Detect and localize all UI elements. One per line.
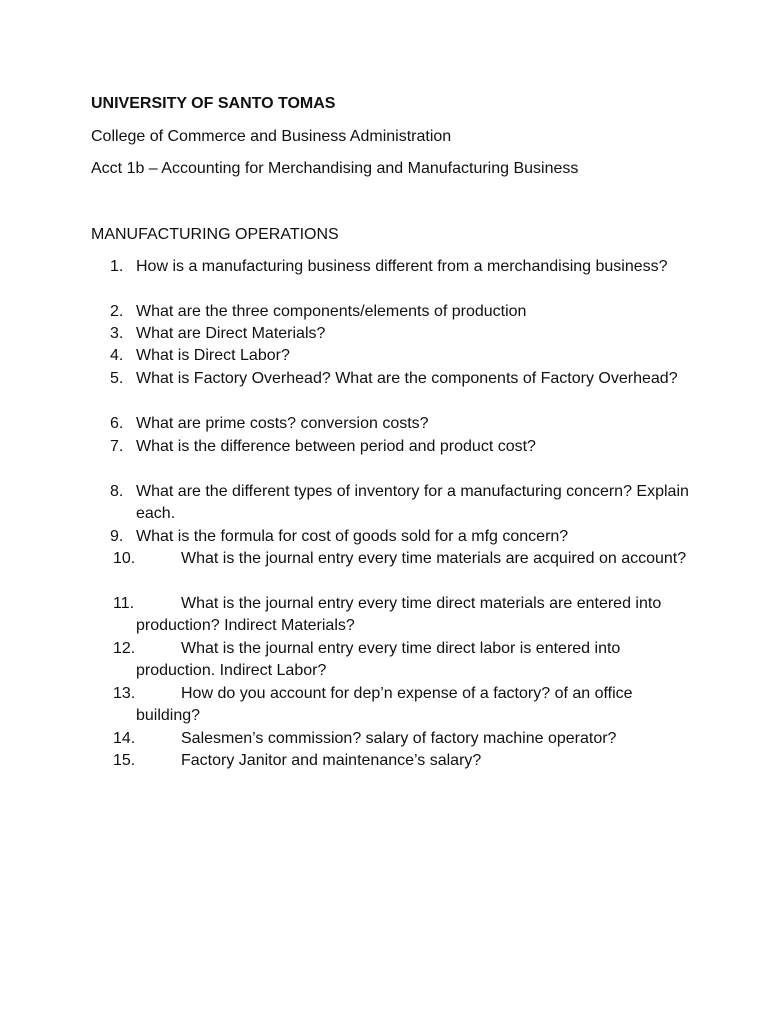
question-text: What are the different types of inventory for a manufacturing concern? Explain each. [136, 483, 689, 522]
question-number: 10. [113, 550, 136, 567]
question-number: 2. [110, 303, 124, 320]
question-item [0, 481, 768, 525]
question-text: What is the journal entry every time direct labor is entered into production. Indirect Labor? [136, 640, 621, 679]
question-item [0, 368, 768, 412]
question-number: 13. [113, 685, 136, 702]
question-number: 14. [113, 730, 136, 747]
question-number: 1. [110, 258, 124, 275]
question-number: 8. [110, 483, 124, 500]
question-text: How is a manufacturing business different from a merchandising business? [136, 258, 668, 275]
question-item [0, 750, 768, 794]
question-number: 7. [110, 438, 124, 455]
question-item [0, 256, 768, 300]
question-item [0, 683, 768, 727]
question-number: 11. [113, 595, 135, 612]
question-text: What is the journal entry every time materials are acquired on account? [181, 550, 687, 567]
question-item [0, 638, 768, 682]
question-number: 15. [113, 752, 136, 769]
question-item [0, 436, 768, 480]
question-text: What is the difference between period and product cost? [136, 438, 536, 455]
section-title: MANUFACTURING OPERATIONS [91, 226, 339, 243]
question-text: Factory Janitor and maintenance’s salary? [181, 752, 482, 769]
course-title: Acct 1b – Accounting for Merchandising and Manufacturing Business [91, 160, 579, 177]
question-number: 5. [110, 370, 124, 387]
question-text: What is the journal entry every time direct materials are entered into production? Indirect Materials? [136, 595, 662, 634]
question-item [0, 548, 768, 592]
question-text: What are Direct Materials? [136, 325, 326, 342]
question-text: What is Factory Overhead? What are the components of Factory Overhead? [136, 370, 678, 387]
question-text: What are prime costs? conversion costs? [136, 415, 429, 432]
question-text: What is the formula for cost of goods sold for a mfg concern? [136, 528, 569, 545]
question-number: 4. [110, 347, 124, 364]
university-name: UNIVERSITY OF SANTO TOMAS [91, 95, 336, 112]
question-number: 6. [110, 415, 124, 432]
question-text: Salesmen’s commission? salary of factory machine operator? [181, 730, 617, 747]
question-text: What are the three components/elements of production [136, 303, 527, 320]
question-text: How do you account for dep’n expense of a factory? of an office building? [136, 685, 633, 724]
college-name: College of Commerce and Business Administration [91, 128, 452, 145]
question-number: 9. [110, 528, 124, 545]
question-text: What is Direct Labor? [136, 347, 290, 364]
question-item [0, 593, 768, 637]
question-number: 12. [113, 640, 136, 657]
question-number: 3. [110, 325, 124, 342]
